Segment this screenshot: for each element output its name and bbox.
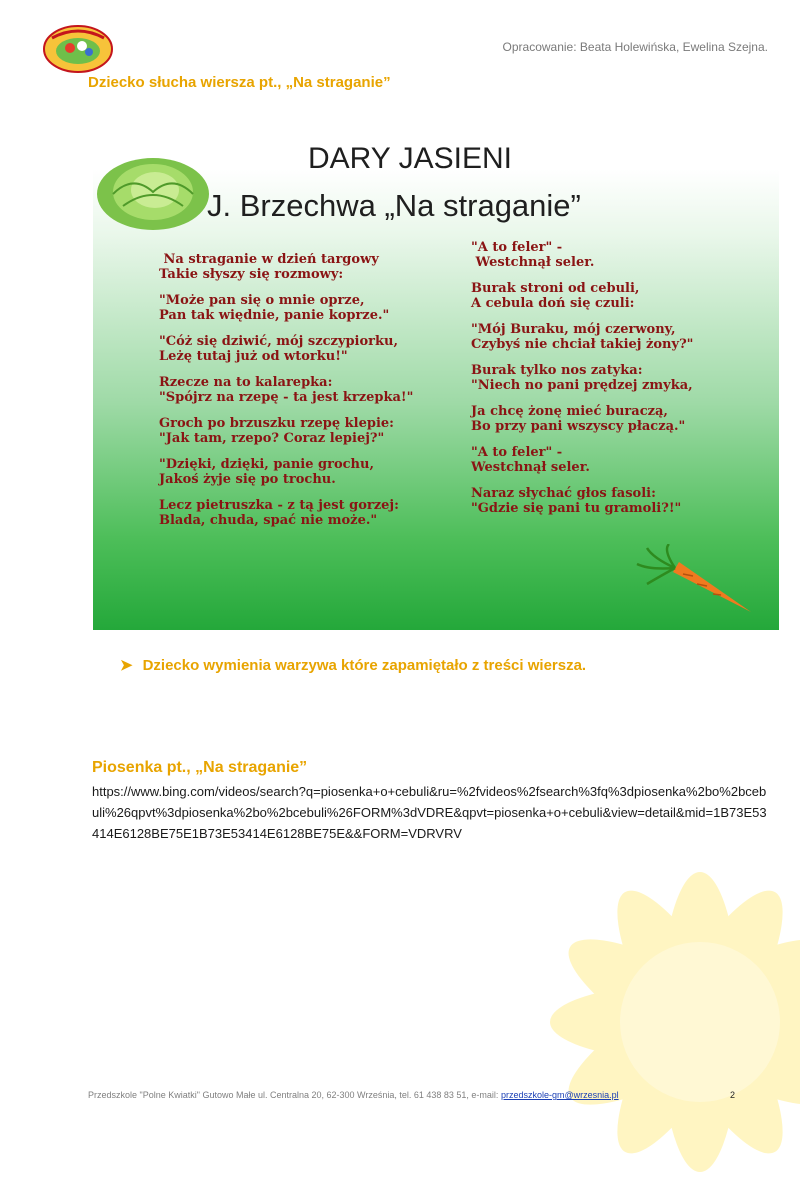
stanza: "Dzięki, dzięki, panie grochu, Jakoś żyje się po trochu. — [159, 457, 374, 487]
stanza: Burak tylko nos zatyka: "Niech no pani prędzej zmyka, — [471, 363, 693, 393]
section-heading-song: Piosenka pt., „Na straganie” — [92, 759, 308, 776]
song-link[interactable]: https://www.bing.com/videos/search?q=piosenka+o+cebuli&ru=%2fvideos%2fsearch%3fq%3dpiosenka%2bo%2bcebuli%26qpvt%3dpiosenka%2bo%2bcebuli%26FORM%3dVDRE&qpvt=piosenka+o+cebuli&view=detail&mid=1B73E53414E6128BE75E1B73E53414E6128BE75E&&FORM=VDRVRV — [92, 784, 767, 841]
stanza: "A to feler" - Westchnął seler. — [471, 445, 590, 475]
stanza: "Mój Buraku, mój czerwony, Czybyś nie chciał takiej żony?" — [471, 322, 694, 352]
stanza: Rzecze na to kalarepka: "Spójrz na rzepę - ta jest krzepka!" — [159, 375, 414, 405]
stanza: Naraz słychać głos fasoli: "Gdzie się pani tu gramoli?!" — [471, 486, 682, 516]
carrot-icon — [633, 544, 758, 619]
poem-right-column — [471, 240, 771, 527]
footer — [88, 1090, 619, 1100]
stanza: Na straganie w dzień targowy Takie słyszy się rozmowy: — [159, 252, 379, 282]
arrow-bullet-icon: ➤ — [120, 657, 133, 674]
page-number: 2 — [730, 1090, 736, 1100]
stanza: Burak stroni od cebuli, A cebula doń się czuli: — [471, 281, 640, 311]
section-heading-poem: Dziecko słucha wiersza pt., „Na straganie” — [88, 74, 391, 91]
footer-address: Przedszkole "Polne Kwiatki" Gutowo Małe ul. Centralna 20, 62-300 Września, tel. 61 438 83 51, e-mail: — [88, 1090, 501, 1100]
bullet-item — [120, 656, 586, 674]
sunflower-decoration — [500, 822, 800, 1182]
stanza: Groch po brzuszku rzepę klepie: "Jak tam, rzepo? Coraz lepiej?" — [159, 416, 394, 446]
poem-left-column — [159, 252, 459, 539]
stanza: Ja chcę żonę mieć buraczą, Bo przy pani wszyscy płaczą." — [471, 404, 686, 434]
stanza: "Może pan się o mnie oprze, Pan tak więdnie, panie koprze." — [159, 293, 390, 323]
author-note: Opracowanie: Beata Holewińska, Ewelina Szejna. — [502, 40, 768, 54]
poem-panel — [93, 124, 779, 630]
bullet-text: Dziecko wymienia warzywa które zapamiętało z treści wiersza. — [142, 657, 587, 674]
cabbage-icon — [93, 144, 213, 234]
stanza: Lecz pietruszka - z tą jest gorzej: Blada, chuda, spać nie może." — [159, 498, 399, 528]
poem-title: DARY JASIENI — [308, 142, 512, 175]
kindergarten-logo — [42, 24, 114, 74]
stanza: "A to feler" - Westchnął seler. — [471, 240, 595, 270]
footer-email-link[interactable]: przedszkole-gm@wrzesnia.pl — [500, 1090, 619, 1100]
poem-subtitle: J. Brzechwa „Na straganie” — [207, 188, 581, 223]
stanza: "Cóż się dziwić, mój szczypiorku, Leżę tutaj już od wtorku!" — [159, 334, 399, 364]
